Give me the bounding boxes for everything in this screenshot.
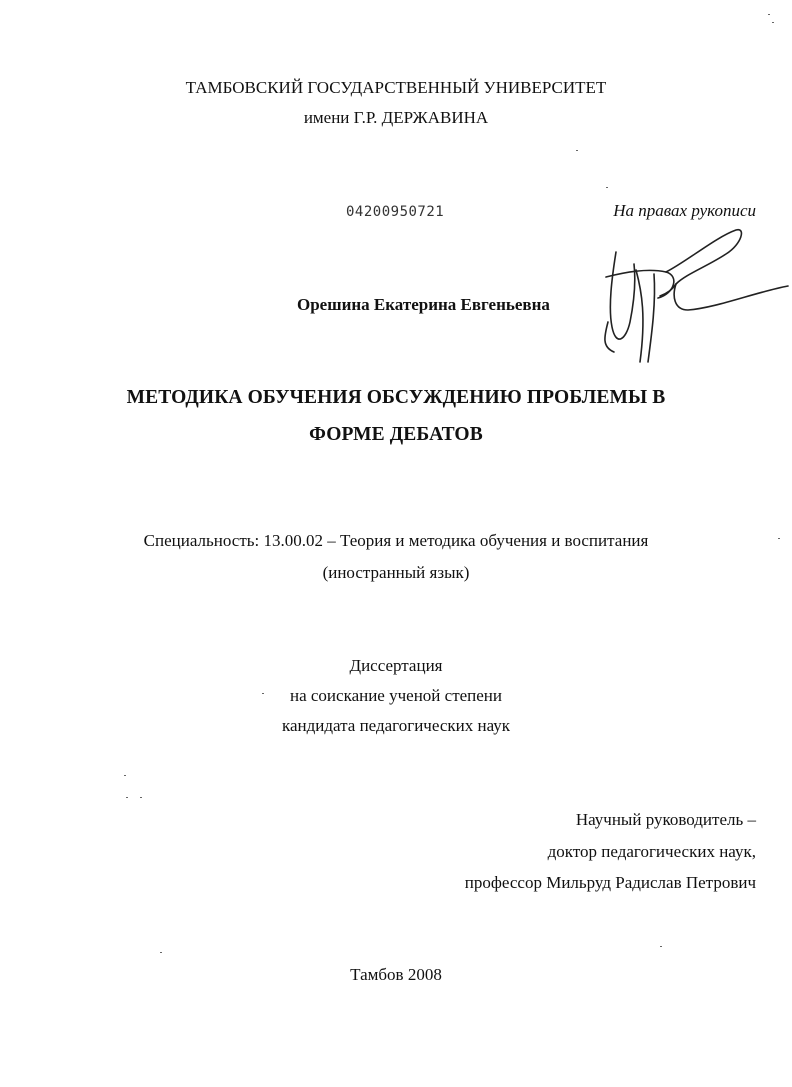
scan-speck [126, 797, 128, 798]
thesis-title-line-1: МЕТОДИКА ОБУЧЕНИЯ ОБСУЖДЕНИЮ ПРОБЛЕМЫ В [126, 387, 666, 408]
specialty-line-1: Специальность: 13.00.02 – Теория и методика обучения и воспитания [143, 531, 649, 550]
supervisor-line-3: профессор Мильруд Радислав Петрович [464, 873, 756, 892]
city-year: Тамбов 2008 [350, 965, 442, 984]
thesis-title-line-2: ФОРМЕ ДЕБАТОВ [309, 424, 483, 445]
scan-speck [768, 14, 770, 15]
scan-speck [660, 946, 662, 947]
supervisor-line-1: Научный руководитель – [575, 810, 756, 829]
manuscript-note: На правах рукописи [613, 201, 756, 220]
scan-speck [124, 775, 126, 776]
scan-speck [262, 693, 264, 694]
scan-speck [772, 22, 774, 23]
dissertation-line-2: на соискание ученой степени [289, 686, 503, 705]
university-named-after: имени Г.Р. ДЕРЖАВИНА [303, 108, 489, 127]
dissertation-line-3: кандидата педагогических наук [281, 716, 511, 735]
scan-speck [576, 150, 578, 151]
supervisor-line-2: доктор педагогических наук, [547, 842, 756, 861]
specialty-line-2: (иностранный язык) [322, 563, 470, 582]
university-name: ТАМБОВСКИЙ ГОСУДАРСТВЕННЫЙ УНИВЕРСИТЕТ [185, 78, 607, 97]
scan-speck [606, 187, 608, 188]
scan-speck [778, 538, 780, 539]
registry-number: 04200950721 [346, 204, 445, 220]
dissertation-line-1: Диссертация [349, 656, 443, 675]
author-name: Орешина Екатерина Евгеньевна [297, 295, 550, 314]
scan-speck [140, 797, 142, 798]
scan-speck [160, 952, 162, 953]
signature-icon [596, 222, 792, 372]
